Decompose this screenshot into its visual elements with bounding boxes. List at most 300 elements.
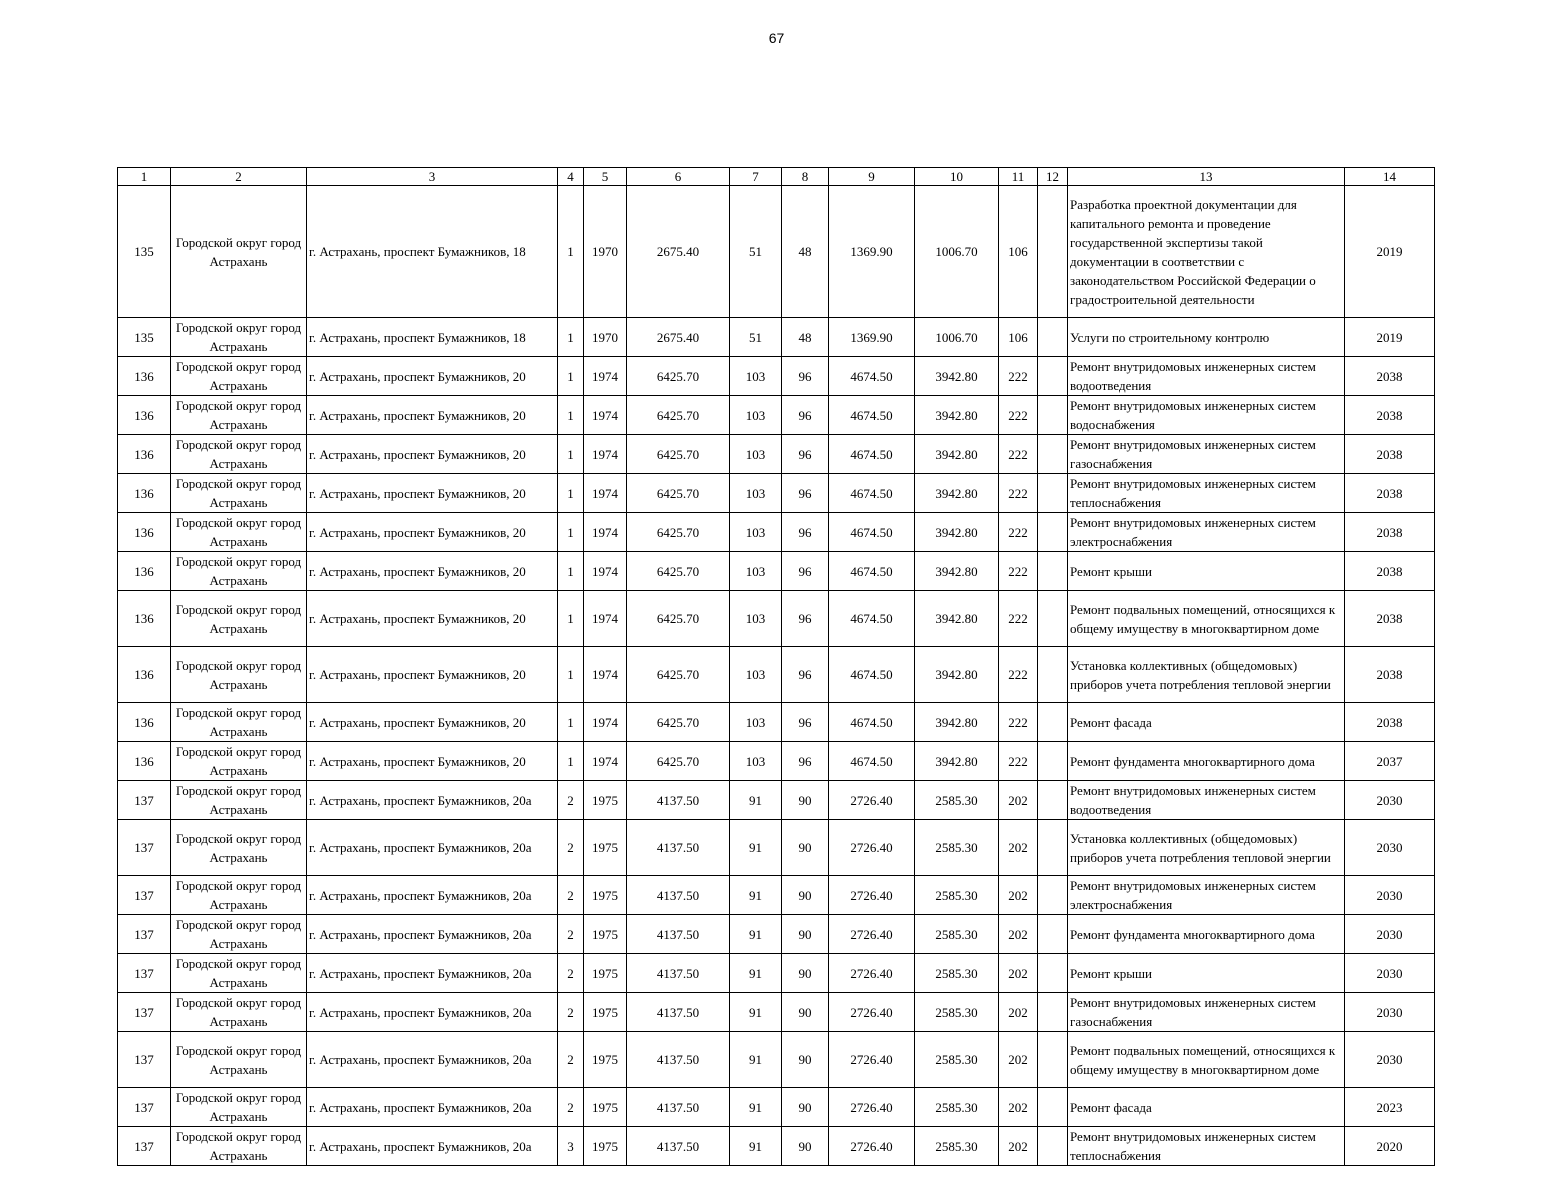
cell-col10: 2585.30	[915, 820, 999, 876]
row-number: 137	[118, 781, 171, 820]
work-type: Ремонт подвальных помещений, относящихся к общему имуществу в многоквартирном доме	[1068, 1032, 1345, 1088]
cell-col4: 2	[558, 915, 584, 954]
column-number: 9	[829, 168, 915, 186]
work-type: Ремонт внутридомовых инженерных систем газоснабжения	[1068, 435, 1345, 474]
table-row	[118, 513, 1435, 552]
cell-col7: 91	[730, 1088, 782, 1127]
cell-col4: 2	[558, 820, 584, 876]
cell-col12	[1038, 742, 1068, 781]
cell-col8: 96	[782, 591, 829, 647]
municipality: Городской округ город Астрахань	[171, 357, 307, 396]
cell-col4: 1	[558, 513, 584, 552]
planned-year: 2030	[1345, 1032, 1435, 1088]
planned-year: 2019	[1345, 318, 1435, 357]
municipality: Городской округ город Астрахань	[171, 474, 307, 513]
cell-col10: 3942.80	[915, 474, 999, 513]
cell-col12	[1038, 1088, 1068, 1127]
cell-col7: 103	[730, 357, 782, 396]
cell-col11: 106	[999, 186, 1038, 318]
planned-year: 2038	[1345, 435, 1435, 474]
page-number: 67	[768, 30, 785, 46]
cell-col5: 1975	[584, 1032, 627, 1088]
cell-col12	[1038, 781, 1068, 820]
cell-col8: 90	[782, 1127, 829, 1166]
planned-year: 2030	[1345, 781, 1435, 820]
address: г. Астрахань, проспект Бумажников, 20а	[307, 954, 558, 993]
cell-col11: 202	[999, 1088, 1038, 1127]
cell-col6: 6425.70	[627, 435, 730, 474]
column-number: 13	[1068, 168, 1345, 186]
municipality: Городской округ город Астрахань	[171, 876, 307, 915]
cell-col9: 4674.50	[829, 396, 915, 435]
planned-year: 2023	[1345, 1088, 1435, 1127]
cell-col8: 90	[782, 915, 829, 954]
cell-col12	[1038, 703, 1068, 742]
cell-col10: 2585.30	[915, 915, 999, 954]
cell-col12	[1038, 876, 1068, 915]
column-number: 3	[307, 168, 558, 186]
cell-col8: 90	[782, 820, 829, 876]
cell-col10: 3942.80	[915, 357, 999, 396]
cell-col6: 2675.40	[627, 318, 730, 357]
column-number: 8	[782, 168, 829, 186]
cell-col8: 96	[782, 474, 829, 513]
cell-col5: 1974	[584, 703, 627, 742]
column-number: 11	[999, 168, 1038, 186]
cell-col10: 2585.30	[915, 993, 999, 1032]
address: г. Астрахань, проспект Бумажников, 20	[307, 396, 558, 435]
address: г. Астрахань, проспект Бумажников, 20а	[307, 915, 558, 954]
cell-col11: 202	[999, 781, 1038, 820]
cell-col6: 4137.50	[627, 993, 730, 1032]
table-row	[118, 357, 1435, 396]
cell-col6: 6425.70	[627, 513, 730, 552]
municipality: Городской округ город Астрахань	[171, 820, 307, 876]
cell-col7: 103	[730, 435, 782, 474]
table-row	[118, 993, 1435, 1032]
cell-col12	[1038, 591, 1068, 647]
table-row	[118, 954, 1435, 993]
cell-col7: 103	[730, 513, 782, 552]
municipality: Городской округ город Астрахань	[171, 915, 307, 954]
cell-col9: 4674.50	[829, 435, 915, 474]
table-row	[118, 435, 1435, 474]
cell-col7: 91	[730, 876, 782, 915]
cell-col5: 1974	[584, 647, 627, 703]
work-type: Ремонт внутридомовых инженерных систем теплоснабжения	[1068, 1127, 1345, 1166]
cell-col10: 2585.30	[915, 1032, 999, 1088]
cell-col10: 3942.80	[915, 591, 999, 647]
cell-col9: 4674.50	[829, 742, 915, 781]
work-type: Ремонт крыши	[1068, 552, 1345, 591]
row-number: 136	[118, 647, 171, 703]
row-number: 136	[118, 742, 171, 781]
cell-col8: 96	[782, 435, 829, 474]
cell-col4: 1	[558, 647, 584, 703]
row-number: 136	[118, 552, 171, 591]
municipality: Городской округ город Астрахань	[171, 591, 307, 647]
address: г. Астрахань, проспект Бумажников, 20а	[307, 1127, 558, 1166]
row-number: 137	[118, 993, 171, 1032]
cell-col12	[1038, 357, 1068, 396]
row-number: 136	[118, 513, 171, 552]
cell-col12	[1038, 915, 1068, 954]
column-number: 2	[171, 168, 307, 186]
address: г. Астрахань, проспект Бумажников, 20а	[307, 781, 558, 820]
planned-year: 2030	[1345, 820, 1435, 876]
cell-col6: 6425.70	[627, 357, 730, 396]
work-type: Ремонт крыши	[1068, 954, 1345, 993]
cell-col9: 2726.40	[829, 1032, 915, 1088]
cell-col8: 90	[782, 1032, 829, 1088]
work-type: Ремонт внутридомовых инженерных систем теплоснабжения	[1068, 474, 1345, 513]
cell-col11: 222	[999, 513, 1038, 552]
planned-year: 2038	[1345, 474, 1435, 513]
cell-col6: 6425.70	[627, 647, 730, 703]
cell-col6: 6425.70	[627, 474, 730, 513]
municipality: Городской округ город Астрахань	[171, 435, 307, 474]
cell-col11: 106	[999, 318, 1038, 357]
planned-year: 2038	[1345, 513, 1435, 552]
address: г. Астрахань, проспект Бумажников, 20	[307, 591, 558, 647]
cell-col4: 1	[558, 552, 584, 591]
table-row	[118, 591, 1435, 647]
cell-col5: 1970	[584, 318, 627, 357]
row-number: 136	[118, 591, 171, 647]
column-number: 10	[915, 168, 999, 186]
cell-col4: 1	[558, 591, 584, 647]
table-row	[118, 552, 1435, 591]
cell-col11: 202	[999, 1127, 1038, 1166]
work-type: Ремонт фасада	[1068, 703, 1345, 742]
cell-col9: 4674.50	[829, 552, 915, 591]
cell-col11: 222	[999, 742, 1038, 781]
cell-col5: 1975	[584, 954, 627, 993]
cell-col4: 1	[558, 318, 584, 357]
cell-col8: 90	[782, 954, 829, 993]
planned-year: 2038	[1345, 552, 1435, 591]
cell-col9: 2726.40	[829, 915, 915, 954]
column-number: 7	[730, 168, 782, 186]
work-type: Ремонт внутридомовых инженерных систем электроснабжения	[1068, 513, 1345, 552]
address: г. Астрахань, проспект Бумажников, 18	[307, 318, 558, 357]
municipality: Городской округ город Астрахань	[171, 318, 307, 357]
cell-col12	[1038, 396, 1068, 435]
cell-col11: 202	[999, 993, 1038, 1032]
cell-col12	[1038, 513, 1068, 552]
cell-col11: 222	[999, 474, 1038, 513]
cell-col11: 222	[999, 591, 1038, 647]
address: г. Астрахань, проспект Бумажников, 20а	[307, 1088, 558, 1127]
cell-col7: 91	[730, 1032, 782, 1088]
planned-year: 2037	[1345, 742, 1435, 781]
cell-col8: 96	[782, 703, 829, 742]
address: г. Астрахань, проспект Бумажников, 20	[307, 513, 558, 552]
cell-col7: 103	[730, 591, 782, 647]
cell-col10: 3942.80	[915, 396, 999, 435]
address: г. Астрахань, проспект Бумажников, 20	[307, 474, 558, 513]
cell-col7: 103	[730, 474, 782, 513]
table-row	[118, 915, 1435, 954]
cell-col6: 2675.40	[627, 186, 730, 318]
work-type: Ремонт внутридомовых инженерных систем водоснабжения	[1068, 396, 1345, 435]
work-type: Ремонт подвальных помещений, относящихся к общему имуществу в многоквартирном доме	[1068, 591, 1345, 647]
planned-year: 2038	[1345, 703, 1435, 742]
row-number: 137	[118, 876, 171, 915]
cell-col9: 2726.40	[829, 993, 915, 1032]
cell-col9: 2726.40	[829, 1088, 915, 1127]
cell-col8: 96	[782, 647, 829, 703]
table-row	[118, 1088, 1435, 1127]
table-row	[118, 742, 1435, 781]
cell-col5: 1974	[584, 474, 627, 513]
cell-col12	[1038, 1127, 1068, 1166]
cell-col5: 1975	[584, 781, 627, 820]
address: г. Астрахань, проспект Бумажников, 20	[307, 647, 558, 703]
table-row	[118, 474, 1435, 513]
cell-col12	[1038, 993, 1068, 1032]
cell-col7: 91	[730, 954, 782, 993]
planned-year: 2038	[1345, 396, 1435, 435]
cell-col4: 2	[558, 993, 584, 1032]
cell-col4: 2	[558, 1032, 584, 1088]
cell-col9: 4674.50	[829, 513, 915, 552]
cell-col10: 2585.30	[915, 781, 999, 820]
table-row	[118, 186, 1435, 318]
cell-col5: 1974	[584, 357, 627, 396]
cell-col8: 48	[782, 186, 829, 318]
cell-col5: 1970	[584, 186, 627, 318]
cell-col7: 91	[730, 993, 782, 1032]
cell-col5: 1975	[584, 993, 627, 1032]
cell-col9: 2726.40	[829, 1127, 915, 1166]
address: г. Астрахань, проспект Бумажников, 20	[307, 357, 558, 396]
table-row	[118, 396, 1435, 435]
cell-col8: 48	[782, 318, 829, 357]
cell-col4: 1	[558, 435, 584, 474]
row-number: 137	[118, 1088, 171, 1127]
planned-year: 2020	[1345, 1127, 1435, 1166]
work-type: Разработка проектной документации для капитального ремонта и проведение государственной экспертизы такой документации в соответствии с законодательством Российской Федерации о градостроительной деятельности	[1068, 186, 1345, 318]
municipality: Городской округ город Астрахань	[171, 742, 307, 781]
row-number: 137	[118, 1032, 171, 1088]
cell-col12	[1038, 552, 1068, 591]
cell-col8: 96	[782, 357, 829, 396]
cell-col8: 90	[782, 876, 829, 915]
cell-col10: 2585.30	[915, 1127, 999, 1166]
cell-col9: 2726.40	[829, 954, 915, 993]
cell-col10: 3942.80	[915, 703, 999, 742]
cell-col4: 2	[558, 876, 584, 915]
cell-col7: 51	[730, 186, 782, 318]
cell-col9: 2726.40	[829, 820, 915, 876]
table-row	[118, 647, 1435, 703]
work-type: Ремонт фасада	[1068, 1088, 1345, 1127]
cell-col12	[1038, 954, 1068, 993]
cell-col6: 4137.50	[627, 876, 730, 915]
cell-col11: 222	[999, 703, 1038, 742]
cell-col6: 6425.70	[627, 552, 730, 591]
cell-col7: 103	[730, 396, 782, 435]
cell-col10: 2585.30	[915, 876, 999, 915]
work-type: Ремонт внутридомовых инженерных систем газоснабжения	[1068, 993, 1345, 1032]
cell-col7: 91	[730, 781, 782, 820]
row-number: 136	[118, 396, 171, 435]
cell-col11: 222	[999, 435, 1038, 474]
cell-col12	[1038, 1032, 1068, 1088]
cell-col8: 96	[782, 742, 829, 781]
cell-col8: 96	[782, 396, 829, 435]
column-number-row	[118, 168, 1435, 186]
work-type: Установка коллективных (общедомовых) приборов учета потребления тепловой энергии	[1068, 820, 1345, 876]
planned-year: 2030	[1345, 954, 1435, 993]
work-type: Услуги по строительному контролю	[1068, 318, 1345, 357]
cell-col9: 1369.90	[829, 318, 915, 357]
municipality: Городской округ город Астрахань	[171, 1127, 307, 1166]
cell-col11: 202	[999, 915, 1038, 954]
planned-year: 2038	[1345, 591, 1435, 647]
row-number: 136	[118, 703, 171, 742]
municipality: Городской округ город Астрахань	[171, 1032, 307, 1088]
cell-col8: 96	[782, 552, 829, 591]
cell-col11: 222	[999, 357, 1038, 396]
cell-col7: 103	[730, 703, 782, 742]
cell-col8: 96	[782, 513, 829, 552]
municipality: Городской округ город Астрахань	[171, 396, 307, 435]
cell-col10: 2585.30	[915, 954, 999, 993]
cell-col5: 1974	[584, 552, 627, 591]
row-number: 137	[118, 954, 171, 993]
cell-col10: 3942.80	[915, 552, 999, 591]
cell-col9: 4674.50	[829, 591, 915, 647]
table-row	[118, 781, 1435, 820]
table-row	[118, 1127, 1435, 1166]
cell-col4: 2	[558, 1088, 584, 1127]
work-type: Ремонт фундамента многоквартирного дома	[1068, 742, 1345, 781]
cell-col5: 1975	[584, 876, 627, 915]
cell-col9: 4674.50	[829, 703, 915, 742]
address: г. Астрахань, проспект Бумажников, 20а	[307, 993, 558, 1032]
cell-col9: 4674.50	[829, 647, 915, 703]
column-number: 5	[584, 168, 627, 186]
column-number: 1	[118, 168, 171, 186]
address: г. Астрахань, проспект Бумажников, 18	[307, 186, 558, 318]
cell-col10: 3942.80	[915, 513, 999, 552]
municipality: Городской округ город Астрахань	[171, 186, 307, 318]
cell-col6: 6425.70	[627, 703, 730, 742]
table-row	[118, 820, 1435, 876]
cell-col5: 1975	[584, 820, 627, 876]
cell-col10: 3942.80	[915, 742, 999, 781]
cell-col4: 1	[558, 357, 584, 396]
cell-col5: 1974	[584, 591, 627, 647]
cell-col6: 6425.70	[627, 591, 730, 647]
row-number: 137	[118, 915, 171, 954]
cell-col4: 3	[558, 1127, 584, 1166]
cell-col7: 91	[730, 915, 782, 954]
table-row	[118, 876, 1435, 915]
cell-col8: 90	[782, 993, 829, 1032]
work-type: Ремонт фундамента многоквартирного дома	[1068, 915, 1345, 954]
cell-col7: 103	[730, 647, 782, 703]
cell-col11: 202	[999, 876, 1038, 915]
cell-col9: 4674.50	[829, 474, 915, 513]
address: г. Астрахань, проспект Бумажников, 20	[307, 742, 558, 781]
municipality: Городской округ город Астрахань	[171, 993, 307, 1032]
cell-col5: 1975	[584, 1127, 627, 1166]
table-row	[118, 318, 1435, 357]
cell-col5: 1975	[584, 915, 627, 954]
cell-col9: 2726.40	[829, 876, 915, 915]
cell-col12	[1038, 820, 1068, 876]
address: г. Астрахань, проспект Бумажников, 20	[307, 435, 558, 474]
address: г. Астрахань, проспект Бумажников, 20	[307, 552, 558, 591]
cell-col4: 1	[558, 703, 584, 742]
cell-col7: 91	[730, 820, 782, 876]
cell-col6: 4137.50	[627, 1032, 730, 1088]
cell-col5: 1974	[584, 435, 627, 474]
planned-year: 2030	[1345, 915, 1435, 954]
cell-col6: 4137.50	[627, 915, 730, 954]
municipality: Городской округ город Астрахань	[171, 513, 307, 552]
municipality: Городской округ город Астрахань	[171, 954, 307, 993]
cell-col10: 3942.80	[915, 435, 999, 474]
row-number: 137	[118, 820, 171, 876]
row-number: 136	[118, 435, 171, 474]
municipality: Городской округ город Астрахань	[171, 1088, 307, 1127]
planned-year: 2030	[1345, 876, 1435, 915]
cell-col4: 1	[558, 474, 584, 513]
cell-col6: 6425.70	[627, 396, 730, 435]
cell-col6: 4137.50	[627, 1127, 730, 1166]
cell-col11: 202	[999, 1032, 1038, 1088]
cell-col6: 6425.70	[627, 742, 730, 781]
cell-col12	[1038, 318, 1068, 357]
planned-year: 2038	[1345, 357, 1435, 396]
capital-repair-table	[117, 167, 1435, 1166]
column-number: 14	[1345, 168, 1435, 186]
cell-col10: 1006.70	[915, 318, 999, 357]
cell-col12	[1038, 186, 1068, 318]
cell-col5: 1974	[584, 513, 627, 552]
cell-col10: 3942.80	[915, 647, 999, 703]
municipality: Городской округ город Астрахань	[171, 703, 307, 742]
municipality: Городской округ город Астрахань	[171, 647, 307, 703]
planned-year: 2030	[1345, 993, 1435, 1032]
address: г. Астрахань, проспект Бумажников, 20	[307, 703, 558, 742]
table-row	[118, 1032, 1435, 1088]
cell-col7: 51	[730, 318, 782, 357]
cell-col4: 1	[558, 742, 584, 781]
cell-col6: 4137.50	[627, 820, 730, 876]
cell-col12	[1038, 647, 1068, 703]
cell-col11: 222	[999, 647, 1038, 703]
row-number: 136	[118, 474, 171, 513]
cell-col10: 1006.70	[915, 186, 999, 318]
municipality: Городской округ город Астрахань	[171, 781, 307, 820]
cell-col7: 91	[730, 1127, 782, 1166]
address: г. Астрахань, проспект Бумажников, 20а	[307, 820, 558, 876]
cell-col4: 1	[558, 396, 584, 435]
column-number: 4	[558, 168, 584, 186]
work-type: Ремонт внутридомовых инженерных систем электроснабжения	[1068, 876, 1345, 915]
column-number: 12	[1038, 168, 1068, 186]
cell-col6: 4137.50	[627, 954, 730, 993]
address: г. Астрахань, проспект Бумажников, 20а	[307, 1032, 558, 1088]
cell-col9: 4674.50	[829, 357, 915, 396]
row-number: 135	[118, 186, 171, 318]
cell-col8: 90	[782, 1088, 829, 1127]
